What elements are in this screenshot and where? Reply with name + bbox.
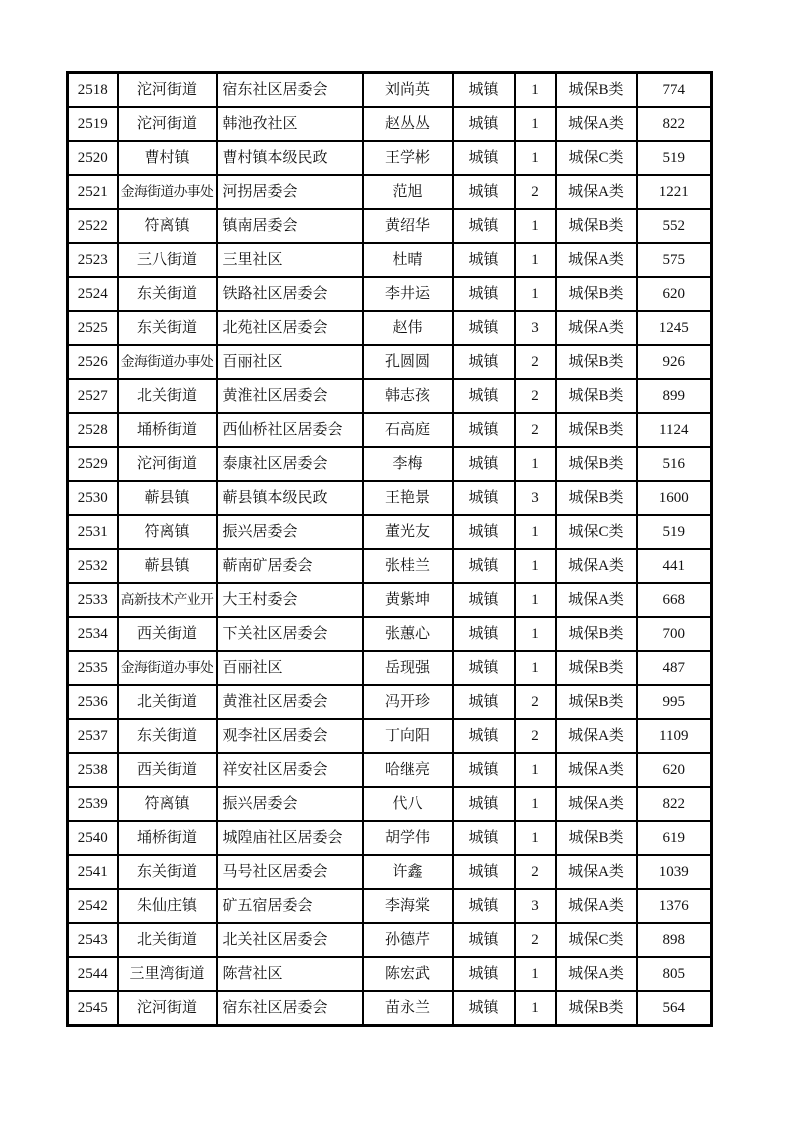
cell-person-count: 1 [515, 73, 556, 108]
cell-residence-type: 城镇 [453, 73, 515, 108]
cell-person-count: 1 [515, 277, 556, 311]
cell-community: 蕲南矿居委会 [217, 549, 363, 583]
cell-person-count: 1 [515, 787, 556, 821]
cell-person-count: 2 [515, 719, 556, 753]
cell-district: 东关街道 [118, 277, 217, 311]
table-row [68, 141, 712, 175]
table-row [68, 481, 712, 515]
cell-residence-type: 城镇 [453, 617, 515, 651]
cell-person-count: 1 [515, 209, 556, 243]
cell-amount: 619 [637, 821, 712, 855]
cell-residence-type: 城镇 [453, 277, 515, 311]
cell-amount: 1221 [637, 175, 712, 209]
cell-district: 朱仙庄镇 [118, 889, 217, 923]
cell-district: 沱河街道 [118, 991, 217, 1026]
cell-district: 高新技术产业开 [118, 583, 217, 617]
cell-community: 北苑社区居委会 [217, 311, 363, 345]
cell-seq: 2538 [68, 753, 118, 787]
cell-person-name: 胡学伟 [363, 821, 453, 855]
cell-person-name: 孔圆圆 [363, 345, 453, 379]
cell-district: 蕲县镇 [118, 549, 217, 583]
cell-residence-type: 城镇 [453, 923, 515, 957]
cell-seq: 2518 [68, 73, 118, 108]
cell-seq: 2524 [68, 277, 118, 311]
cell-residence-type: 城镇 [453, 957, 515, 991]
cell-seq: 2542 [68, 889, 118, 923]
cell-seq: 2522 [68, 209, 118, 243]
cell-district: 曹村镇 [118, 141, 217, 175]
table-row [68, 277, 712, 311]
cell-community: 镇南居委会 [217, 209, 363, 243]
cell-residence-type: 城镇 [453, 787, 515, 821]
cell-district: 西关街道 [118, 753, 217, 787]
cell-person-count: 1 [515, 549, 556, 583]
cell-district: 三八街道 [118, 243, 217, 277]
cell-benefit-category: 城保B类 [556, 617, 637, 651]
cell-amount: 1245 [637, 311, 712, 345]
cell-person-name: 石高庭 [363, 413, 453, 447]
cell-district: 沱河街道 [118, 447, 217, 481]
cell-benefit-category: 城保A类 [556, 787, 637, 821]
cell-person-count: 1 [515, 583, 556, 617]
cell-amount: 1124 [637, 413, 712, 447]
cell-seq: 2529 [68, 447, 118, 481]
cell-residence-type: 城镇 [453, 685, 515, 719]
cell-residence-type: 城镇 [453, 889, 515, 923]
cell-residence-type: 城镇 [453, 991, 515, 1026]
cell-community: 马号社区居委会 [217, 855, 363, 889]
table-row [68, 685, 712, 719]
cell-amount: 700 [637, 617, 712, 651]
cell-person-name: 王学彬 [363, 141, 453, 175]
cell-person-count: 3 [515, 481, 556, 515]
cell-person-name: 张桂兰 [363, 549, 453, 583]
cell-amount: 441 [637, 549, 712, 583]
cell-community: 西仙桥社区居委会 [217, 413, 363, 447]
cell-district: 东关街道 [118, 719, 217, 753]
cell-amount: 822 [637, 107, 712, 141]
cell-community: 祥安社区居委会 [217, 753, 363, 787]
table-row [68, 617, 712, 651]
table-row [68, 311, 712, 345]
cell-benefit-category: 城保A类 [556, 855, 637, 889]
cell-amount: 926 [637, 345, 712, 379]
cell-person-count: 1 [515, 243, 556, 277]
cell-person-count: 1 [515, 447, 556, 481]
cell-seq: 2530 [68, 481, 118, 515]
cell-amount: 898 [637, 923, 712, 957]
cell-person-name: 黄绍华 [363, 209, 453, 243]
table-row [68, 787, 712, 821]
cell-seq: 2541 [68, 855, 118, 889]
table-row [68, 991, 712, 1026]
cell-seq: 2528 [68, 413, 118, 447]
cell-district: 金海街道办事处 [118, 651, 217, 685]
cell-seq: 2525 [68, 311, 118, 345]
cell-amount: 1039 [637, 855, 712, 889]
cell-community: 宿东社区居委会 [217, 991, 363, 1026]
cell-person-name: 王艳景 [363, 481, 453, 515]
cell-district: 蕲县镇 [118, 481, 217, 515]
cell-benefit-category: 城保B类 [556, 991, 637, 1026]
cell-district: 金海街道办事处 [118, 175, 217, 209]
cell-benefit-category: 城保C类 [556, 515, 637, 549]
cell-district: 东关街道 [118, 311, 217, 345]
cell-person-count: 2 [515, 345, 556, 379]
cell-benefit-category: 城保C类 [556, 923, 637, 957]
cell-benefit-category: 城保A类 [556, 107, 637, 141]
cell-benefit-category: 城保A类 [556, 889, 637, 923]
cell-amount: 899 [637, 379, 712, 413]
cell-benefit-category: 城保B类 [556, 685, 637, 719]
cell-district: 北关街道 [118, 379, 217, 413]
table-row [68, 821, 712, 855]
cell-seq: 2521 [68, 175, 118, 209]
cell-community: 河拐居委会 [217, 175, 363, 209]
cell-community: 曹村镇本级民政 [217, 141, 363, 175]
cell-community: 蕲县镇本级民政 [217, 481, 363, 515]
cell-person-name: 岳现强 [363, 651, 453, 685]
cell-person-name: 范旭 [363, 175, 453, 209]
cell-residence-type: 城镇 [453, 311, 515, 345]
cell-residence-type: 城镇 [453, 719, 515, 753]
cell-district: 北关街道 [118, 923, 217, 957]
cell-person-count: 2 [515, 685, 556, 719]
cell-benefit-category: 城保B类 [556, 277, 637, 311]
cell-amount: 1109 [637, 719, 712, 753]
cell-benefit-category: 城保A类 [556, 243, 637, 277]
cell-residence-type: 城镇 [453, 175, 515, 209]
cell-amount: 995 [637, 685, 712, 719]
cell-person-count: 1 [515, 617, 556, 651]
cell-community: 陈营社区 [217, 957, 363, 991]
cell-benefit-category: 城保C类 [556, 141, 637, 175]
cell-person-name: 李井运 [363, 277, 453, 311]
cell-residence-type: 城镇 [453, 379, 515, 413]
cell-community: 振兴居委会 [217, 515, 363, 549]
cell-benefit-category: 城保B类 [556, 379, 637, 413]
cell-seq: 2527 [68, 379, 118, 413]
table-row [68, 583, 712, 617]
cell-person-name: 韩志孩 [363, 379, 453, 413]
cell-amount: 822 [637, 787, 712, 821]
cell-person-count: 1 [515, 107, 556, 141]
table-row [68, 651, 712, 685]
cell-district: 西关街道 [118, 617, 217, 651]
cell-seq: 2534 [68, 617, 118, 651]
cell-person-count: 2 [515, 413, 556, 447]
cell-district: 金海街道办事处 [118, 345, 217, 379]
cell-district: 埇桥街道 [118, 821, 217, 855]
cell-amount: 620 [637, 277, 712, 311]
cell-community: 大王村委会 [217, 583, 363, 617]
cell-district: 三里湾街道 [118, 957, 217, 991]
table-row [68, 413, 712, 447]
table-row [68, 889, 712, 923]
cell-person-count: 2 [515, 379, 556, 413]
cell-person-name: 李梅 [363, 447, 453, 481]
cell-amount: 516 [637, 447, 712, 481]
cell-benefit-category: 城保A类 [556, 311, 637, 345]
cell-benefit-category: 城保B类 [556, 209, 637, 243]
cell-community: 振兴居委会 [217, 787, 363, 821]
cell-community: 泰康社区居委会 [217, 447, 363, 481]
cell-person-name: 张蕙心 [363, 617, 453, 651]
cell-amount: 805 [637, 957, 712, 991]
cell-residence-type: 城镇 [453, 583, 515, 617]
cell-benefit-category: 城保B类 [556, 651, 637, 685]
cell-district: 符离镇 [118, 209, 217, 243]
cell-person-count: 1 [515, 957, 556, 991]
cell-community: 宿东社区居委会 [217, 73, 363, 108]
cell-person-name: 赵伟 [363, 311, 453, 345]
cell-residence-type: 城镇 [453, 821, 515, 855]
table-row [68, 345, 712, 379]
table-row [68, 855, 712, 889]
cell-residence-type: 城镇 [453, 141, 515, 175]
cell-district: 北关街道 [118, 685, 217, 719]
table-row [68, 753, 712, 787]
cell-district: 沱河街道 [118, 73, 217, 108]
cell-benefit-category: 城保B类 [556, 345, 637, 379]
cell-person-name: 董光友 [363, 515, 453, 549]
cell-district: 沱河街道 [118, 107, 217, 141]
table-row [68, 243, 712, 277]
cell-person-name: 许鑫 [363, 855, 453, 889]
cell-residence-type: 城镇 [453, 243, 515, 277]
cell-amount: 487 [637, 651, 712, 685]
cell-person-count: 3 [515, 311, 556, 345]
cell-benefit-category: 城保A类 [556, 583, 637, 617]
cell-community: 黄淮社区居委会 [217, 685, 363, 719]
cell-benefit-category: 城保A类 [556, 549, 637, 583]
cell-district: 符离镇 [118, 787, 217, 821]
cell-seq: 2537 [68, 719, 118, 753]
table-row [68, 719, 712, 753]
table-row [68, 209, 712, 243]
welfare-roster-table [66, 71, 713, 1027]
cell-person-name: 赵丛丛 [363, 107, 453, 141]
cell-person-name: 冯开珍 [363, 685, 453, 719]
table-row [68, 549, 712, 583]
cell-benefit-category: 城保A类 [556, 957, 637, 991]
cell-seq: 2540 [68, 821, 118, 855]
table-body [68, 73, 712, 1026]
cell-amount: 552 [637, 209, 712, 243]
cell-seq: 2536 [68, 685, 118, 719]
cell-community: 三里社区 [217, 243, 363, 277]
cell-person-count: 2 [515, 175, 556, 209]
cell-district: 东关街道 [118, 855, 217, 889]
cell-community: 北关社区居委会 [217, 923, 363, 957]
cell-seq: 2535 [68, 651, 118, 685]
cell-community: 韩池孜社区 [217, 107, 363, 141]
cell-residence-type: 城镇 [453, 855, 515, 889]
cell-person-name: 李海棠 [363, 889, 453, 923]
cell-seq: 2519 [68, 107, 118, 141]
cell-person-count: 1 [515, 991, 556, 1026]
cell-seq: 2543 [68, 923, 118, 957]
table-row [68, 379, 712, 413]
table-row [68, 175, 712, 209]
cell-amount: 668 [637, 583, 712, 617]
cell-amount: 575 [637, 243, 712, 277]
cell-person-name: 黄紫坤 [363, 583, 453, 617]
cell-seq: 2544 [68, 957, 118, 991]
cell-person-name: 孙德芹 [363, 923, 453, 957]
cell-community: 百丽社区 [217, 345, 363, 379]
cell-community: 黄淮社区居委会 [217, 379, 363, 413]
cell-person-count: 1 [515, 753, 556, 787]
cell-benefit-category: 城保B类 [556, 73, 637, 108]
cell-amount: 774 [637, 73, 712, 108]
cell-person-count: 1 [515, 515, 556, 549]
cell-seq: 2532 [68, 549, 118, 583]
cell-amount: 1600 [637, 481, 712, 515]
cell-amount: 1376 [637, 889, 712, 923]
cell-residence-type: 城镇 [453, 549, 515, 583]
cell-person-count: 1 [515, 141, 556, 175]
cell-seq: 2539 [68, 787, 118, 821]
cell-person-count: 1 [515, 651, 556, 685]
cell-benefit-category: 城保A类 [556, 753, 637, 787]
cell-seq: 2523 [68, 243, 118, 277]
table-row [68, 447, 712, 481]
cell-benefit-category: 城保A类 [556, 175, 637, 209]
cell-benefit-category: 城保B类 [556, 821, 637, 855]
cell-residence-type: 城镇 [453, 753, 515, 787]
cell-residence-type: 城镇 [453, 413, 515, 447]
cell-seq: 2533 [68, 583, 118, 617]
cell-seq: 2526 [68, 345, 118, 379]
cell-person-count: 3 [515, 889, 556, 923]
table-row [68, 73, 712, 108]
cell-seq: 2520 [68, 141, 118, 175]
cell-community: 下关社区居委会 [217, 617, 363, 651]
cell-person-count: 1 [515, 821, 556, 855]
cell-person-name: 陈宏武 [363, 957, 453, 991]
cell-community: 城隍庙社区居委会 [217, 821, 363, 855]
table-row [68, 957, 712, 991]
cell-community: 矿五宿居委会 [217, 889, 363, 923]
cell-benefit-category: 城保B类 [556, 447, 637, 481]
cell-amount: 519 [637, 141, 712, 175]
cell-seq: 2531 [68, 515, 118, 549]
cell-district: 埇桥街道 [118, 413, 217, 447]
cell-amount: 519 [637, 515, 712, 549]
cell-amount: 564 [637, 991, 712, 1026]
cell-district: 符离镇 [118, 515, 217, 549]
cell-person-count: 2 [515, 923, 556, 957]
table-row [68, 923, 712, 957]
cell-person-name: 苗永兰 [363, 991, 453, 1026]
cell-benefit-category: 城保B类 [556, 413, 637, 447]
cell-person-name: 代八 [363, 787, 453, 821]
cell-residence-type: 城镇 [453, 515, 515, 549]
cell-benefit-category: 城保B类 [556, 481, 637, 515]
cell-residence-type: 城镇 [453, 651, 515, 685]
cell-community: 观李社区居委会 [217, 719, 363, 753]
cell-community: 铁路社区居委会 [217, 277, 363, 311]
cell-person-name: 丁向阳 [363, 719, 453, 753]
cell-person-name: 刘尚英 [363, 73, 453, 108]
cell-residence-type: 城镇 [453, 107, 515, 141]
cell-residence-type: 城镇 [453, 345, 515, 379]
cell-person-name: 哈继亮 [363, 753, 453, 787]
cell-benefit-category: 城保A类 [556, 719, 637, 753]
cell-seq: 2545 [68, 991, 118, 1026]
cell-amount: 620 [637, 753, 712, 787]
cell-residence-type: 城镇 [453, 209, 515, 243]
cell-community: 百丽社区 [217, 651, 363, 685]
cell-person-count: 2 [515, 855, 556, 889]
table-row [68, 515, 712, 549]
cell-residence-type: 城镇 [453, 447, 515, 481]
cell-person-name: 杜晴 [363, 243, 453, 277]
cell-residence-type: 城镇 [453, 481, 515, 515]
table-row [68, 107, 712, 141]
